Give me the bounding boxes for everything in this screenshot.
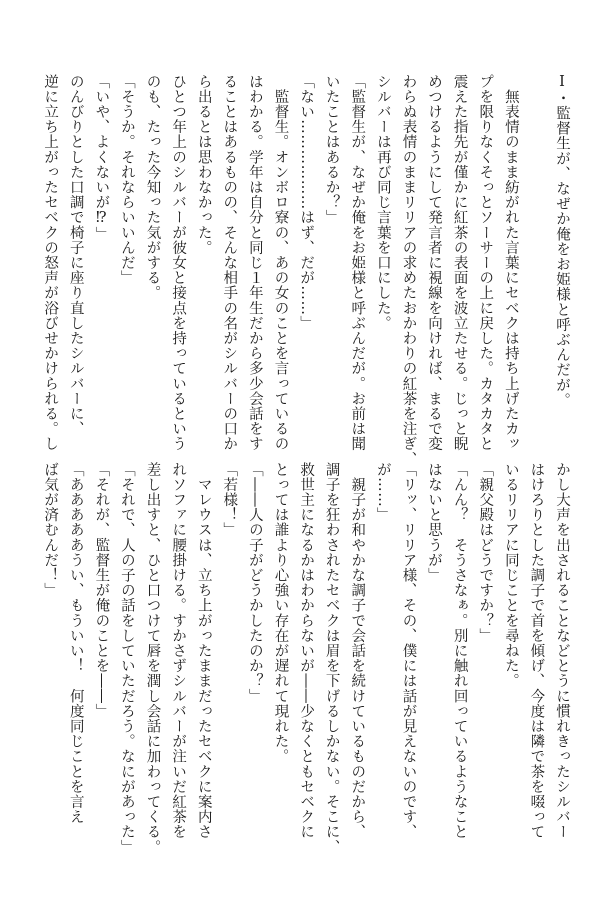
text-line: 「あああああうい、もういい！ 何度同じことを言え: [67, 462, 84, 825]
text-line: 「んん？ そうさなぁ。別に触れ回っているようなこと: [451, 462, 468, 840]
text-line: 「そうか。それならいいんだ」: [118, 74, 135, 286]
text-line: 「それが、監督生が俺のことを――」: [93, 462, 110, 719]
text-line: 親子が和やかな調子で会話を続けているものだから、: [349, 462, 366, 840]
text-line: 「ない………………はず、だが……」: [298, 74, 315, 331]
upper-text-block: [34, 74, 574, 467]
text-line: シルバーは再び同じ言葉を口にした。: [374, 74, 391, 331]
text-line: はないと思うが」: [426, 462, 443, 583]
text-line: かし大声を出されることなどとうに慣れきったシルバー: [554, 462, 570, 840]
text-line: ら出るとは思わなかった。: [195, 74, 212, 256]
text-line: のも、たった今知った気がする。: [144, 74, 161, 301]
text-line: 「若様！」: [221, 462, 238, 538]
text-line: 逆に立ち上がったセベクの怒声が浴びせかけられる。し: [42, 74, 59, 452]
text-line: プを限りなくそっとソーサーの上に戻した。カタカタと: [477, 74, 494, 452]
text-line: 差し出すと、ひと口つけて唇を潤し会話に加わってくる。: [144, 462, 161, 855]
text-line: 「リッ、リリア様、その、僕には話が見えないのです、: [400, 462, 417, 840]
text-line: ることはあるものの、そんな相手の名がシルバーの口か: [221, 74, 238, 452]
text-line: 「監督生が、なぜか俺をお姫様と呼ぶんだが。お前は聞: [349, 74, 366, 452]
text-line: 救世主になるかはわからないが――少なくともセベクに: [298, 462, 315, 840]
text-line: 無表情のまま紡がれた言葉にセベクは持ち上げたカッ: [502, 74, 519, 452]
text-line: ひとつ年上のシルバーが彼女と接点を持っているという: [170, 74, 187, 452]
text-line: はわかる。学年は自分と同じ１年生だから多少会話をす: [246, 74, 263, 452]
text-line: とっては誰より心強い存在が遅れて現れた。: [272, 462, 289, 764]
text-line: わらぬ表情のままリリアの求めたおかわりの紅茶を注ぎ、: [400, 74, 417, 467]
text-line: のんびりとした口調で椅子に座り直したシルバーに、: [67, 74, 84, 437]
text-line: マレウスは、立ち上がったままだったセベクに案内さ: [195, 462, 212, 840]
text-line: 監督生。オンボロ寮の、あの女のことを言っているの: [272, 74, 289, 452]
text-line: 「それで、人の子の話をしていただろう。なにがあった」: [118, 462, 135, 855]
chapter-heading: Ⅰ・監督生が、なぜか俺をお姫様と呼ぶんだが。: [554, 74, 570, 408]
text-line: いるリリアに同じことを尋ねた。: [502, 462, 519, 689]
text-line: 「――人の子がどうかしたのか？」: [246, 462, 263, 704]
text-line: いたことはあるか？」: [323, 74, 340, 225]
text-line: 震えた指先が僅かに紅茶の表面を波立たせる。じっと睨: [451, 74, 468, 452]
heading-gap: [523, 74, 549, 434]
text-line: れソファに腰掛ける。すかさずシルバーが注いだ紅茶を: [170, 462, 187, 840]
text-line: が……」: [374, 462, 391, 523]
text-line: 「親父殿はどうですか？」: [477, 462, 494, 644]
lower-text-block: [42, 462, 574, 855]
text-line: 調子を狂わされたセベクは眉を下げるしかない。そこに、: [323, 462, 340, 855]
text-line: 「いや、よくないが⁉」: [93, 74, 110, 242]
text-line: めつけるようにして発言者に視線を向ければ、まるで変: [426, 74, 443, 452]
text-line: ば気が済むんだ！」: [42, 462, 59, 598]
text-line: はけろりとした調子で首を傾げ、今度は隣で茶を啜って: [528, 462, 545, 840]
